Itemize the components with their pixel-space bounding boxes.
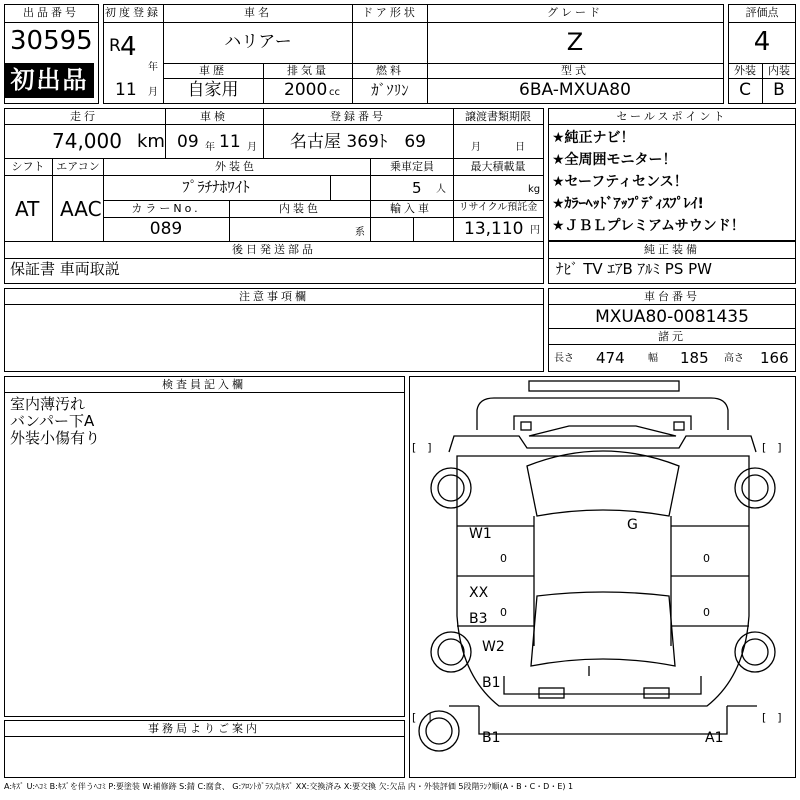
- recycle-label: リサイクル預託金: [458, 202, 538, 213]
- notes-label: 注意事項欄: [239, 290, 309, 303]
- color-label: 外装色: [215, 160, 257, 173]
- equipment-value: ﾅﾋﾞ TV ｴｱB ｱﾙﾐ PS PW: [556, 260, 712, 278]
- office-label: 事務局よりご案内: [148, 722, 260, 735]
- interior-color-label: 内装色: [279, 202, 321, 215]
- sales-point-2: ★全周囲モニター！: [552, 152, 677, 168]
- equipment-label: 純正装備: [644, 243, 700, 256]
- exterior-grade: C: [739, 80, 751, 100]
- parts-label: 後日発送部品: [232, 243, 316, 256]
- seats-value: 5: [412, 179, 422, 197]
- car-name: ハリアー: [224, 32, 292, 52]
- displacement-unit: cc: [329, 87, 340, 98]
- color-no-value: 089: [149, 219, 183, 239]
- mileage-label: 走行: [70, 110, 98, 123]
- door-label: ドア形状: [362, 6, 418, 19]
- max-load-unit: kg: [528, 184, 541, 195]
- score-value: 4: [753, 27, 771, 57]
- inspector-line-3: 外装小傷有り: [10, 429, 101, 447]
- door-zero-left-front: 0: [500, 552, 507, 565]
- model-label: 型式: [561, 64, 589, 77]
- mark-g: G: [627, 517, 638, 533]
- door-zero-left-rear: 0: [500, 606, 507, 619]
- door-zero-right-rear: 0: [703, 606, 710, 619]
- transfer-month-unit: 月: [471, 142, 481, 153]
- recycle-value: 13,110: [464, 219, 524, 239]
- door-zero-right-front: 0: [703, 552, 710, 565]
- width-value: 185: [680, 349, 709, 367]
- mark-w1: W1: [469, 526, 492, 542]
- inspection-label: 車検: [200, 110, 228, 123]
- bracket-left-bottom: [ ]: [412, 711, 432, 724]
- width-label: 幅: [648, 353, 658, 364]
- sales-point-5: ★ＪＢＬプレミアムサウンド！: [552, 218, 745, 234]
- length-value: 474: [596, 349, 625, 367]
- mark-b3: B3: [469, 611, 488, 627]
- model-value: 6BA-MXUA80: [519, 80, 631, 100]
- height-label: 高さ: [724, 353, 744, 364]
- car-name-label: 車名: [244, 6, 272, 19]
- lot-label: 出品番号: [23, 6, 79, 19]
- transfer-label: 譲渡書類期限: [465, 110, 531, 123]
- mark-a1: A1: [705, 730, 724, 746]
- shift-label: シフト: [11, 160, 45, 173]
- mark-xx: XX: [469, 585, 489, 601]
- history-value: 自家用: [187, 80, 239, 100]
- interior-grade: B: [773, 80, 785, 100]
- sales-label: セールスポイント: [616, 110, 728, 123]
- grade-value: Z: [566, 28, 584, 56]
- aircon-value: AAC: [60, 197, 102, 221]
- color-no-label: カラーNo.: [131, 202, 201, 215]
- sales-point-1: ★純正ナビ！: [552, 130, 635, 146]
- import-label: 輸入車: [390, 202, 432, 215]
- height-value: 166: [760, 349, 789, 367]
- legend: A:ｷｽﾞ U:ﾍｺﾐ B:ｷｽﾞを伴うﾍｺﾐ P:要塗装 W:補修跡 S:錆 C:腐食、 G:ﾌﾛﾝﾄｶﾞﾗｽ点ｷｽﾞ XX:交換済み X:要交換 欠:欠品 内・外装評価 5段階ﾗﾝｸ順(A・B・C・D・E) 1: [4, 782, 574, 791]
- aircon-label: エアコン: [56, 160, 100, 173]
- inspection-year: 09: [177, 132, 199, 152]
- mark-b1-rear: B1: [482, 730, 501, 746]
- displacement-label: 排気量: [287, 64, 329, 77]
- fuel-label: 燃料: [376, 64, 404, 77]
- inspector-label: 検査員記入欄: [162, 378, 246, 391]
- era: R: [109, 36, 121, 56]
- mark-w2: W2: [482, 639, 505, 655]
- parts-value: 保証書 車両取説: [10, 260, 120, 278]
- interior-color-unit: 系: [355, 227, 365, 238]
- month-unit: 月: [148, 87, 158, 98]
- score-label: 評価点: [745, 6, 779, 19]
- inspection-year-unit: 年: [205, 142, 215, 153]
- chassis-label: 車台番号: [644, 290, 700, 303]
- bracket-right-top: [ ]: [762, 441, 782, 454]
- interior-label: 内装: [768, 64, 790, 77]
- max-load-label: 最大積載量: [470, 160, 526, 173]
- year-unit: 年: [148, 62, 158, 73]
- first-reg-month: 11: [115, 80, 137, 100]
- dims-label: 諸元: [658, 330, 686, 343]
- mileage-value: 74,000: [52, 129, 122, 153]
- lot-number: 30595: [10, 26, 93, 56]
- bracket-right-bottom: [ ]: [762, 711, 782, 724]
- exterior-label: 外装: [734, 64, 756, 77]
- first-listing-badge: 初出品: [5, 63, 94, 98]
- reg-no-label: 登録番号: [330, 110, 386, 123]
- displacement-value: 2000: [284, 80, 328, 100]
- first-reg-year: 4: [120, 32, 137, 62]
- car-diagram: [409, 376, 796, 778]
- mark-b1: B1: [482, 675, 501, 691]
- reg-no-value: 名古屋 369ﾄ 69: [290, 132, 426, 152]
- history-label: 車歴: [199, 64, 227, 77]
- seats-label: 乗車定員: [390, 160, 434, 173]
- inspection-month-unit: 月: [247, 142, 257, 153]
- inspector-line-2: バンパー下A: [10, 412, 95, 430]
- mileage-unit: km: [137, 131, 165, 152]
- recycle-unit: 円: [530, 225, 540, 236]
- chassis-value: MXUA80-0081435: [595, 307, 749, 327]
- fuel-value: ｶﾞｿﾘﾝ: [371, 81, 409, 99]
- shift-value: AT: [15, 197, 40, 221]
- sales-point-3: ★セーフティセンス！: [552, 174, 688, 190]
- grade-label: グレード: [547, 6, 603, 19]
- transfer-day-unit: 日: [515, 142, 525, 153]
- seats-unit: 人: [436, 184, 446, 195]
- sales-point-4: ★ｶﾗｰﾍｯﾄﾞｱｯﾌﾟﾃﾞｨｽﾌﾟﾚｲ!: [552, 196, 704, 212]
- length-label: 長さ: [554, 353, 574, 364]
- inspector-line-1: 室内薄汚れ: [10, 395, 86, 413]
- first-reg-label: 初度登録: [105, 6, 161, 19]
- inspection-month: 11: [219, 132, 241, 152]
- color-value: ﾌﾟﾗﾁﾅﾎﾜｲﾄ: [182, 178, 250, 196]
- bracket-left-top: [ ]: [412, 441, 432, 454]
